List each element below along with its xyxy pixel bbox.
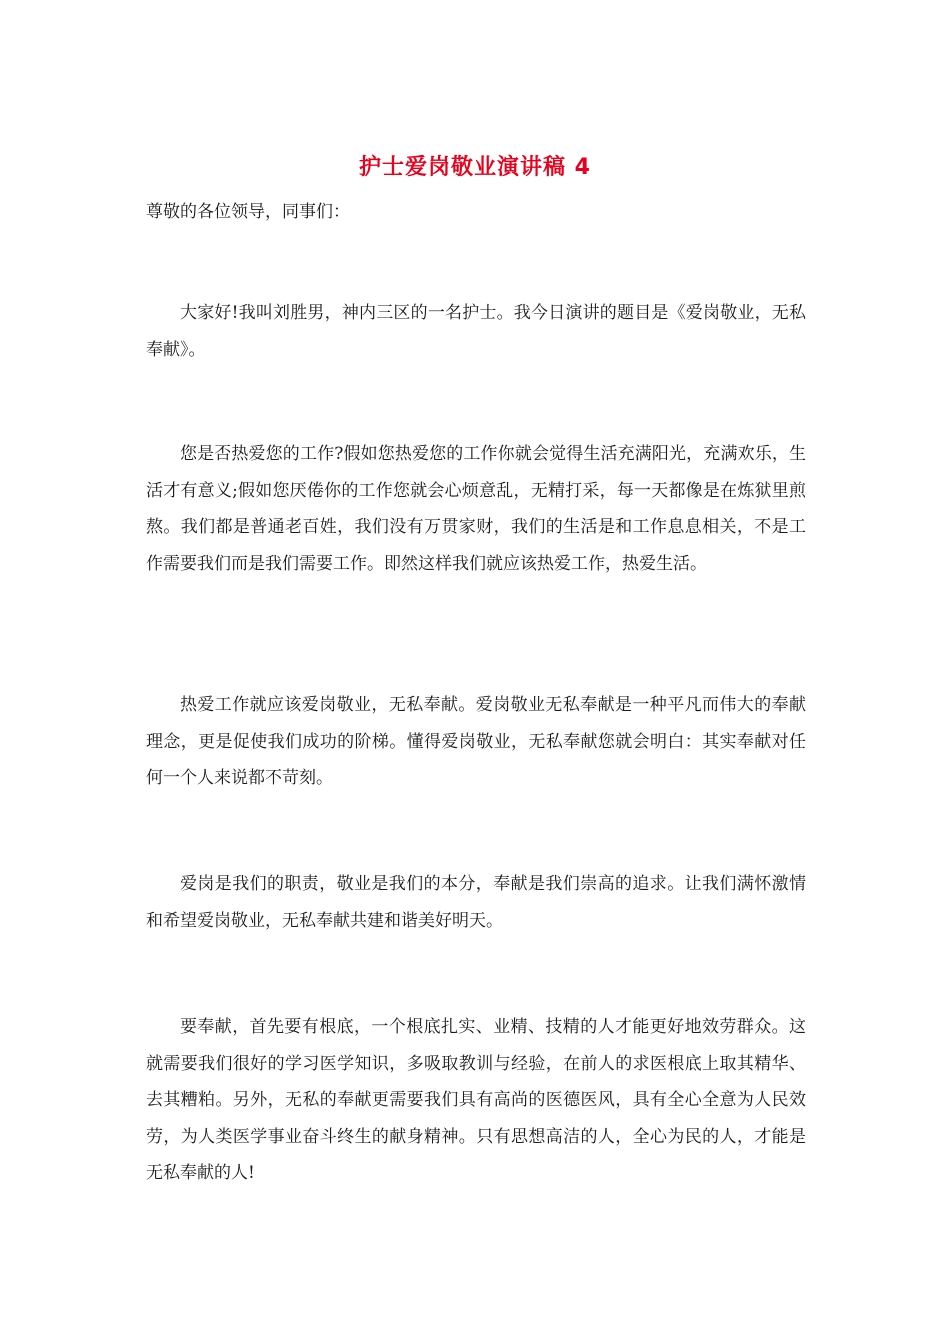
salutation: 尊敬的各位领导，同事们： — [146, 202, 350, 222]
paragraph-5: 要奉献，首先要有根底，一个根底扎实、业精、技精的人才能更好地效劳群众。这就需要我们很好的学习医学知识，多吸取教训与经验，在前人的求医根底上取其精华、去其糟粕。另外，无私的奉献更需要我们具有高尚的医德医风，具有全心全意为人民效劳，为人类医学事业奋斗终生的献身精神。只有思想高洁的人，全心为民的人，才能是无私奉献的人! — [146, 1017, 806, 1183]
paragraph-4: 爱岗是我们的职责，敬业是我们的本分，奉献是我们崇高的追求。让我们满怀激情和希望爱岗敬业，无私奉献共建和谐美好明天。 — [146, 874, 806, 931]
paragraph-2: 您是否热爱您的工作?假如您热爱您的工作你就会觉得生活充满阳光，充满欢乐，生活才有意义;假如您厌倦你的工作您就会心烦意乱，无精打采，每一天都像是在炼狱里煎熬。我们都是普通老百姓，我们没有万贯家财，我们的生活是和工作息息相关，不是工作需要我们而是我们需要工作。即然这样我们就应该热爱工作，热爱生活。 — [146, 444, 806, 574]
paragraph-3: 热爱工作就应该爱岗敬业，无私奉献。爱岗敬业无私奉献是一种平凡而伟大的奉献理念，更是促使我们成功的阶梯。懂得爱岗敬业，无私奉献您就会明白：其实奉献对任何一个人来说都不苛刻。 — [146, 695, 806, 788]
document-title: 护士爱岗敬业演讲稿 4 — [359, 155, 591, 180]
paragraph-1: 大家好!我叫刘胜男，神内三区的一名护士。我今日演讲的题目是《爱岗敬业，无私奉献》。 — [146, 303, 806, 360]
